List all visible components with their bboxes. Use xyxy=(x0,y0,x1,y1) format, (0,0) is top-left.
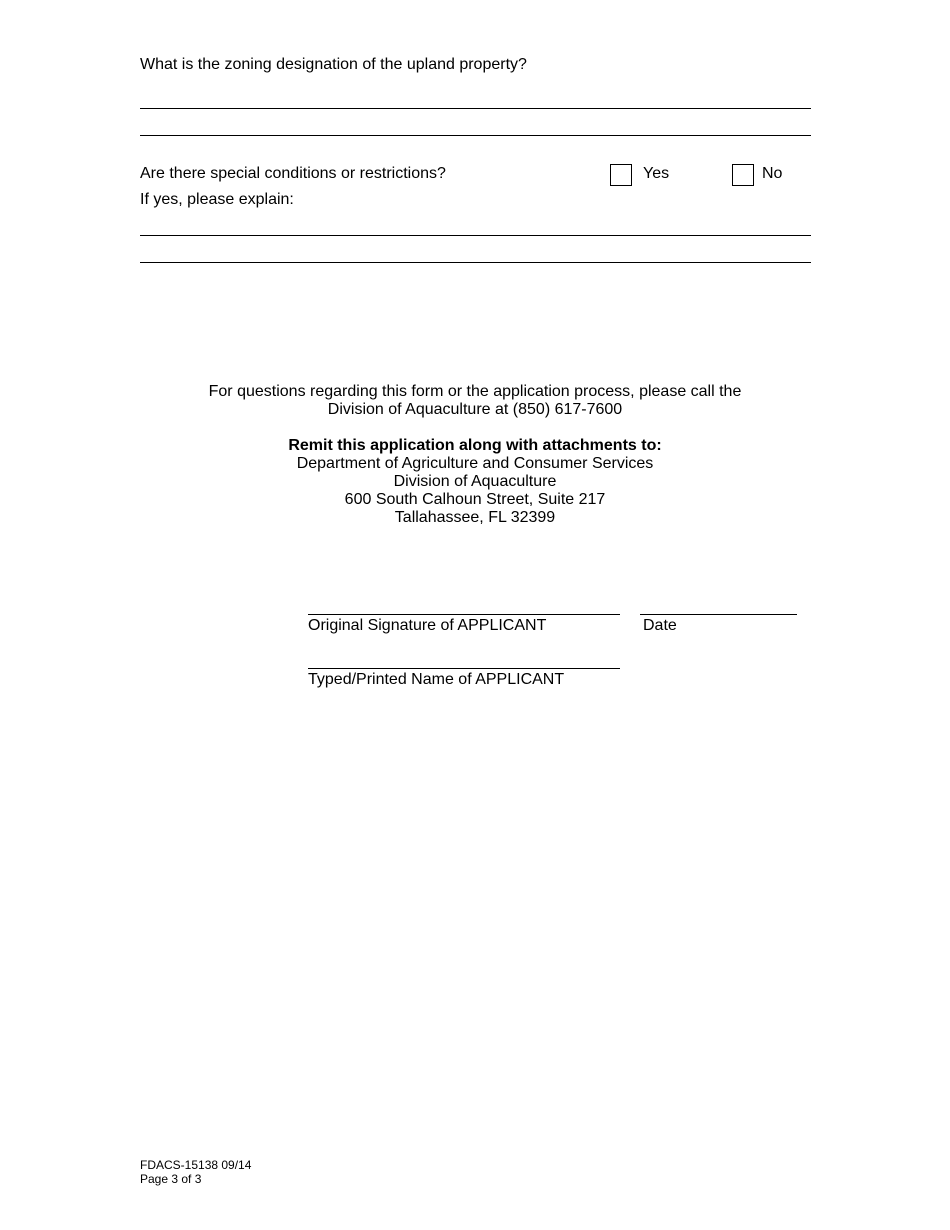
contact-line-1: For questions regarding this form or the application process, please call the xyxy=(208,383,742,400)
restrictions-question: Are there special conditions or restrictions? xyxy=(140,165,446,182)
zoning-question: What is the zoning designation of the upland property? xyxy=(140,56,527,73)
remit-address-line: Tallahassee, FL 32399 xyxy=(394,509,556,526)
contact-line-2: Division of Aquaculture at (850) 617-7600 xyxy=(327,401,623,418)
yes-label: Yes xyxy=(643,165,670,182)
remit-address-line: Department of Agriculture and Consumer Services xyxy=(296,455,654,472)
date-label: Date xyxy=(643,617,677,634)
zoning-answer-line-2[interactable] xyxy=(140,135,811,136)
explain-line-1[interactable] xyxy=(140,235,811,236)
explain-prompt: If yes, please explain: xyxy=(140,191,294,208)
signature-label: Original Signature of APPLICANT xyxy=(308,617,547,634)
printed-name-line[interactable] xyxy=(308,668,620,669)
page-number: Page 3 of 3 xyxy=(140,1172,202,1186)
remit-heading: Remit this application along with attachments to: xyxy=(288,437,662,454)
no-label: No xyxy=(762,165,783,182)
yes-checkbox[interactable] xyxy=(610,164,632,186)
zoning-answer-line-1[interactable] xyxy=(140,108,811,109)
remit-address-line: Division of Aquaculture xyxy=(393,473,557,490)
no-checkbox[interactable] xyxy=(732,164,754,186)
date-line[interactable] xyxy=(640,614,797,615)
remit-address-line: 600 South Calhoun Street, Suite 217 xyxy=(344,491,606,508)
form-number: FDACS-15138 09/14 xyxy=(140,1158,252,1172)
signature-line[interactable] xyxy=(308,614,620,615)
printed-name-label: Typed/Printed Name of APPLICANT xyxy=(308,671,565,688)
explain-line-2[interactable] xyxy=(140,262,811,263)
